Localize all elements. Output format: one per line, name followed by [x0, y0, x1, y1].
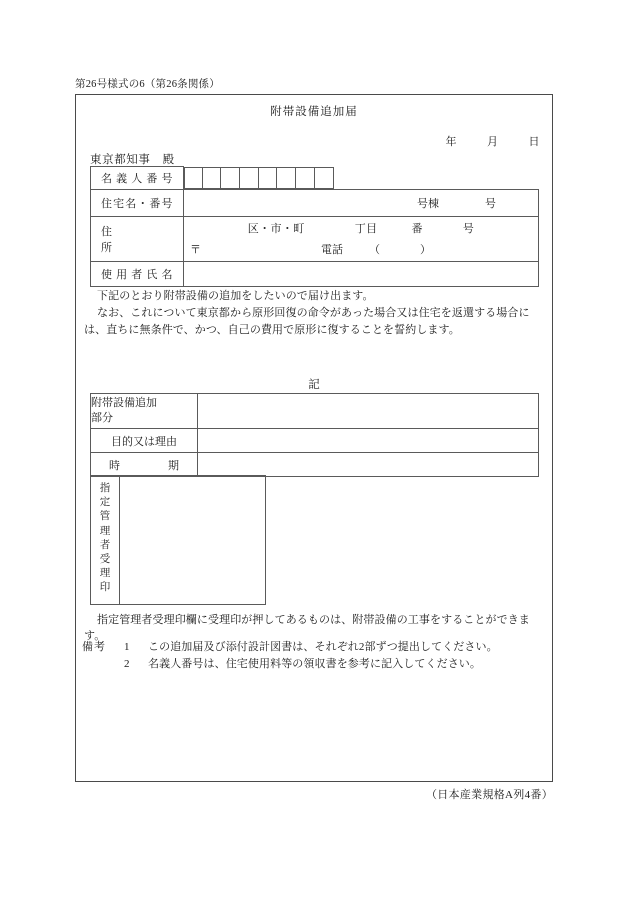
- seal-label-char-5: 者: [99, 539, 111, 551]
- date-line: [416, 133, 541, 149]
- ki-heading: 記: [308, 379, 320, 391]
- table-row-period: [91, 453, 539, 477]
- label-address: 住 所: [91, 217, 184, 262]
- seal-label-char-2: 定: [99, 497, 111, 509]
- telephone-paren-left: （: [369, 244, 380, 256]
- remarks-section: [82, 639, 498, 673]
- jis-standard-note: （日本産業規格A列4番）: [425, 789, 553, 801]
- remarks-text-1: この追加届及び添付設計図書は、それぞれ2部ずつ提出してください。: [148, 641, 498, 653]
- detail-table: [90, 393, 539, 477]
- account-number-cells: [184, 167, 539, 190]
- seal-label-char-8: 印: [99, 582, 111, 594]
- seal-label-char-1: 指: [99, 483, 111, 494]
- label-period: 時 期: [91, 453, 198, 477]
- label-addition-part-line1: 附帯設備追加: [91, 397, 157, 409]
- table-row-account-number: [91, 167, 539, 190]
- label-addition-part-line2: 部分: [91, 412, 113, 424]
- table-row-address: [91, 217, 539, 262]
- date-year-label: 年: [445, 136, 457, 148]
- page-title: 附帯設備追加届: [270, 106, 358, 118]
- date-day-label: 日: [528, 136, 540, 148]
- seal-stamp-area[interactable]: [120, 476, 265, 604]
- address-chome-label: 丁目: [354, 223, 378, 235]
- label-house-name: 住宅名・番号: [91, 190, 184, 217]
- body-paragraph-1: 下記のとおり附帯設備の追加をしたいので届け出ます。: [97, 290, 374, 302]
- table-row-user-name: [91, 262, 539, 287]
- address-ward-label: 区・市・町: [247, 223, 305, 235]
- account-digit-7[interactable]: [296, 167, 315, 189]
- remarks-number-2: 2: [124, 658, 130, 670]
- address-line2-labels: [190, 241, 544, 257]
- account-digit-6[interactable]: [277, 167, 296, 189]
- house-name-field[interactable]: [184, 190, 539, 217]
- account-digit-1[interactable]: [184, 167, 203, 189]
- remarks-item-1: [82, 639, 498, 656]
- seal-label-char-7: 理: [99, 568, 111, 580]
- address-ban-label: 番: [411, 223, 423, 235]
- table-row-house-name: [91, 190, 539, 217]
- account-digit-3[interactable]: [221, 167, 240, 189]
- house-building-label: 号棟: [417, 198, 439, 210]
- address-line1-labels: [184, 220, 538, 236]
- label-user-name: 使 用 者 氏 名: [91, 262, 184, 287]
- period-field[interactable]: [198, 453, 539, 477]
- account-digit-4[interactable]: [240, 167, 259, 189]
- account-digit-5[interactable]: [259, 167, 278, 189]
- telephone-paren-right: ）: [420, 244, 431, 256]
- addressee: 東京都知事 殿: [90, 154, 175, 166]
- form-number: 第26号様式の6（第26条関係）: [75, 79, 220, 90]
- label-purpose: 目的又は理由: [91, 429, 198, 453]
- label-addition-part: [91, 394, 198, 429]
- remarks-title: 備考: [82, 641, 106, 653]
- table-row-addition-part: [91, 394, 539, 429]
- purpose-field[interactable]: [198, 429, 539, 453]
- seal-block: [90, 475, 266, 605]
- seal-note: 指定管理者受理印欄に受理印が押してあるものは、附帯設備の工事をすることができます。: [84, 614, 530, 642]
- applicant-table: [90, 166, 539, 287]
- remarks-text-2: 名義人番号は、住宅使用料等の領収書を参考に記入してください。: [148, 658, 481, 670]
- body-paragraph-2-line-2: は、直ちに無条件で、かつ、自己の費用で原形に復することを誓約します。: [84, 324, 460, 336]
- postal-code-icon: 〒: [190, 244, 201, 256]
- page-frame: [75, 94, 553, 782]
- remarks-number-1: 1: [124, 641, 130, 653]
- address-go-label: 号: [462, 223, 475, 235]
- telephone-label: 電話: [321, 244, 343, 256]
- user-name-field[interactable]: [184, 262, 539, 287]
- address-field[interactable]: [184, 217, 539, 262]
- table-row-purpose: [91, 429, 539, 453]
- body-paragraph-2-line-1: なお、これについて東京都から原形回復の命令があった場合又は住宅を返還する場合に: [97, 307, 530, 319]
- account-digit-2[interactable]: [203, 167, 222, 189]
- remarks-item-2: [82, 656, 498, 673]
- addition-part-field[interactable]: [198, 394, 539, 429]
- seal-label-char-4: 理: [99, 525, 111, 537]
- label-account-number: 名 義 人 番 号: [91, 167, 184, 190]
- seal-label-char-3: 管: [99, 511, 111, 523]
- house-unit-label: 号: [485, 198, 496, 210]
- date-month-label: 月: [487, 136, 499, 148]
- account-digit-8[interactable]: [315, 167, 334, 189]
- seal-label-vertical: [91, 476, 120, 604]
- body-text: [84, 288, 546, 339]
- seal-label-char-6: 受: [99, 554, 111, 566]
- page-content: [76, 95, 552, 781]
